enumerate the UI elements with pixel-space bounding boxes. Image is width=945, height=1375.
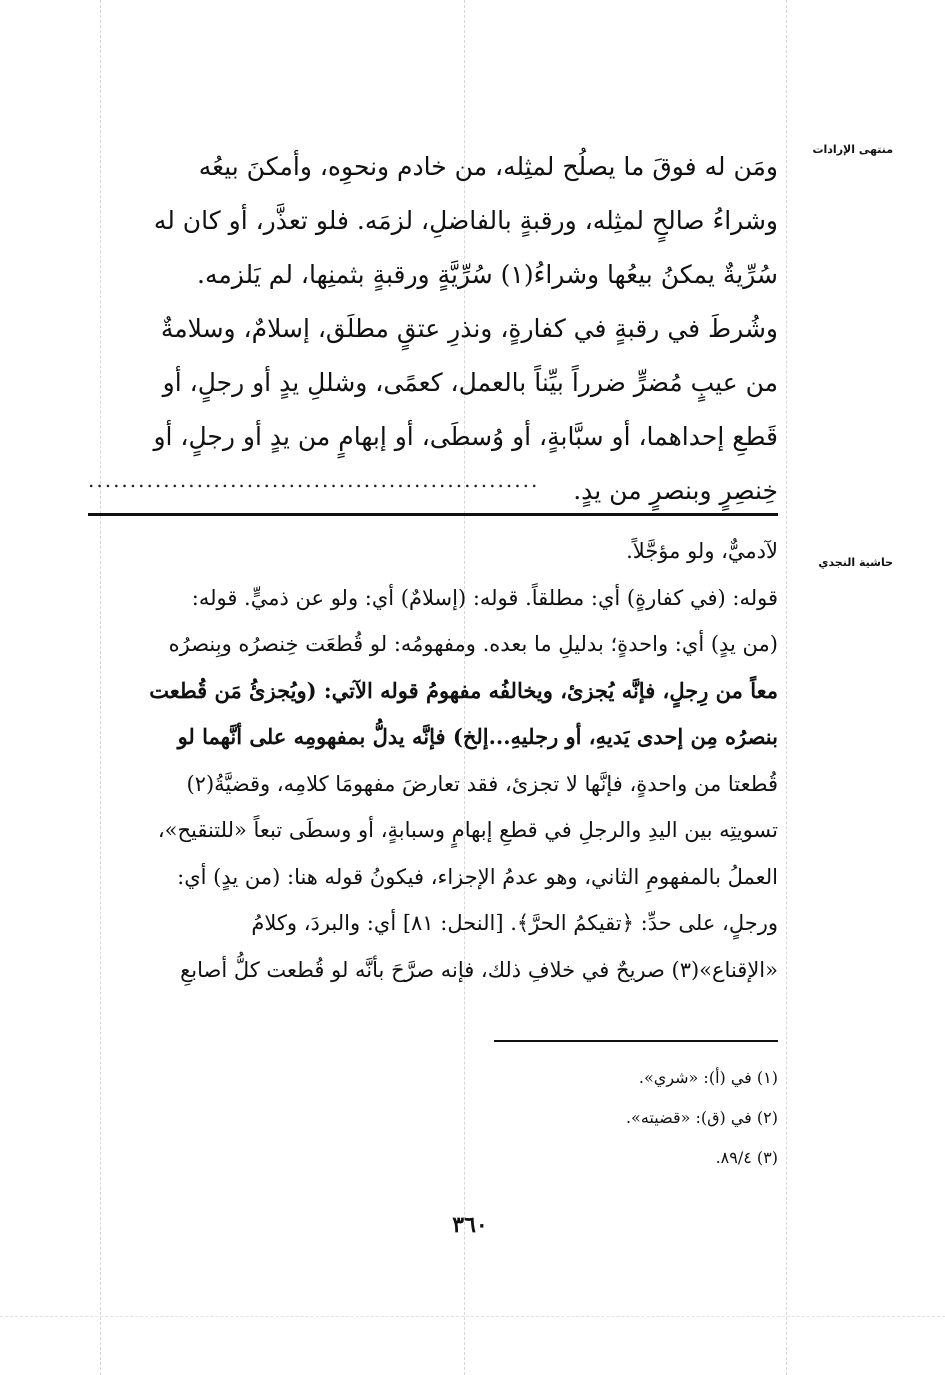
side-label-hashiya: حاشية النجدي [818, 556, 893, 569]
matn-line: وشراءُ صالحٍ لمثِله، ورقبةٍ بالفاضلِ، لزمَه. فلو تعذَّر، أو كان له [153, 206, 778, 235]
matn-line: خِنصِرٍ وبنصرٍ من يدٍ. [573, 476, 778, 505]
hashiya-line: قُطعتا من واحدةٍ، فإنَّها لا تجزئ، فقد تعارضَ مفهومَا كلامِه، وقضيَّةُ(٢) [186, 771, 778, 796]
hashiya-line: بنصرُه مِن إحدى يَديهِ، أو رجليهِ...إلخ) فإنَّه يدلُّ بمفهومِه على أنَّهما لو [177, 724, 778, 749]
hashiya-text [88, 528, 778, 993]
matn-line: سُرِّيةٌ يمكنُ بيعُها وشراءُ(١) سُرِّيَّةٍ ورقبةٍ بثمنِها، لم يَلزمه. [197, 260, 778, 289]
hashiya-line: العملُ بالمفهومِ الثاني، وهو عدمُ الإجزاء، فيكونُ قوله هنا: (من يدٍ) أي: [177, 864, 778, 889]
footnote-divider [494, 1040, 778, 1042]
matn-line: قَطعِ إحداهما، أو سبَّابةٍ، أو وُسطَى، أو إبهامٍ من يدٍ أو رجلٍ، أو [153, 422, 778, 451]
scan-guide-horizontal [0, 1316, 945, 1317]
hashiya-line: قوله: (في كفارةٍ) أي: مطلقاً. قوله: (إسلامٌ) أي: ولو عن ذميٍّ. قوله: [191, 585, 778, 610]
hashiya-line: (من يدٍ) أي: واحدةٍ؛ بدليلِ ما بعده. ومفهومُه: لو قُطعَت خِنصرُه وبِنصرُه [168, 632, 778, 656]
matn-text [88, 140, 778, 518]
hashiya-line: «الإقناع»(٣) صريحٌ في خلافِ ذلك، فإنه صرَّحَ بأنَّه لو قُطعت كلُّ أصابعِ [180, 957, 778, 982]
matn-line: ومَن له فوقَ ما يصلُح لمثِله، من خادم ونحوِه، وأمكنَ بيعُه [198, 152, 778, 181]
page-number: ٣٦٠ [452, 1212, 488, 1238]
dotted-leader: ...................................................... [88, 468, 540, 488]
section-divider [88, 513, 778, 516]
scan-guide-right [786, 0, 787, 1375]
hashiya-line: ورجلٍ، على حدِّ: ﴿تقيكمُ الحرَّ﴾. [النحل: ٨١] أي: والبردَ، وكلامُ [251, 911, 778, 935]
footnote: (١) في (أ): «شري». [638, 1068, 778, 1087]
hashiya-line: معاً من رِجلٍ، فإنَّه يُجزئ، ويخالفُه مفهومُ قوله الآتي: (ويُجزئُ مَن قُطعت [149, 677, 778, 703]
footnote: (٢) في (ق): «قضيته». [625, 1108, 778, 1127]
hashiya-line: تسويتِه بين اليدِ والرجلِ في قطعِ إبهامٍ وسبابةٍ، أو وسطَى تبعاً «للتنقيح»، [157, 818, 778, 842]
hashiya-line: لآدميٌّ، ولو مؤجَّلاً. [626, 539, 778, 563]
matn-line: من عيبٍ مُضرٍّ ضرراً بيِّناً بالعمل، كعمًى، وشللِ يدٍ أو رجلٍ، أو [162, 368, 778, 397]
footnote: (٣) ٨٩/٤. [715, 1148, 778, 1167]
footnotes [494, 1058, 778, 1178]
side-label-matn: منتهى الإرادات [812, 143, 893, 156]
matn-line: وشُرطَ في رقبةٍ في كفارةٍ، ونذرِ عتقٍ مطلَق، إسلامٌ، وسلامةٌ [160, 314, 778, 343]
